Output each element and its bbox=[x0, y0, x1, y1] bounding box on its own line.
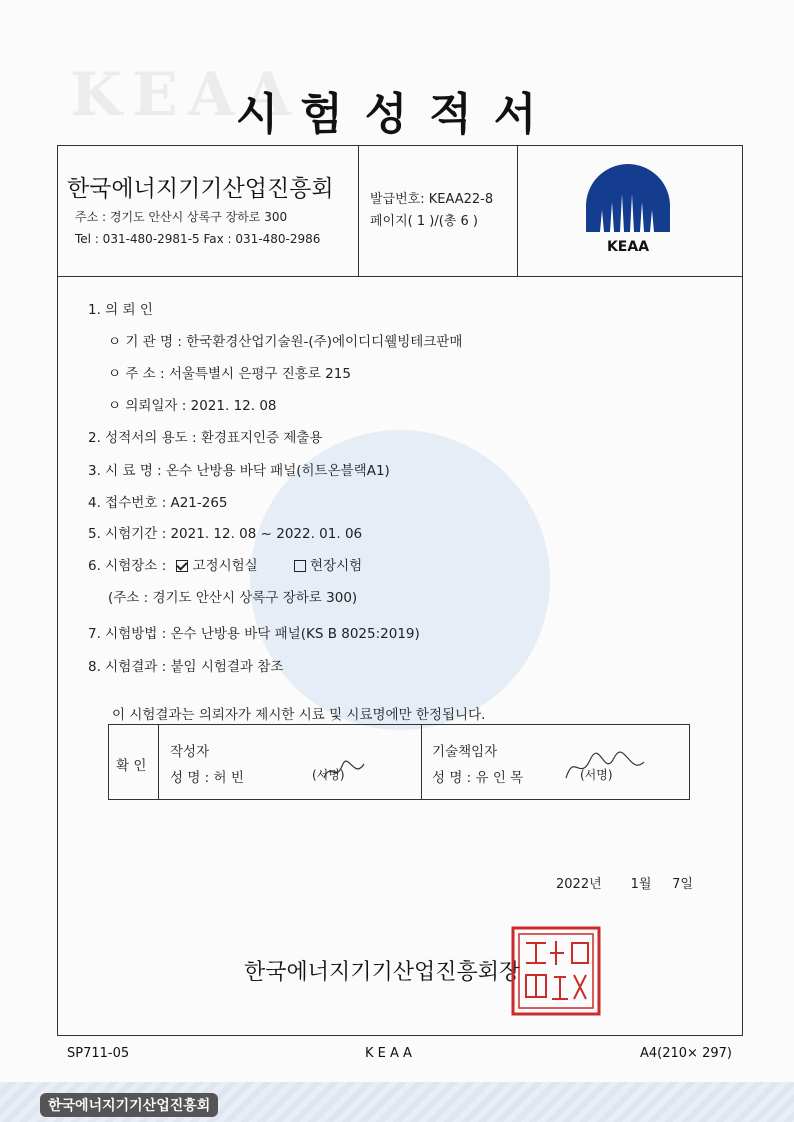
item-institution: ㅇ 기 관 명 : 한국환경산업기술원-(주)에이디디웰빙테크판매 bbox=[108, 334, 463, 350]
item-purpose: 2. 성적서의 용도 : 환경표지인증 제출용 bbox=[88, 430, 323, 446]
field-test-checkbox bbox=[294, 560, 306, 572]
date-year: 2022년 bbox=[556, 877, 602, 892]
writer-name: 성 명 : 허 빈 bbox=[170, 770, 244, 786]
fixed-lab-checkbox bbox=[176, 560, 188, 572]
form-code: SP711-05 bbox=[67, 1046, 130, 1061]
item-test-result: 8. 시험결과 : 붙임 시험결과 참조 bbox=[88, 659, 284, 675]
paper-size: A4(210× 297) bbox=[640, 1046, 732, 1061]
date-day: 7일 bbox=[672, 877, 693, 892]
issue-number: 발급번호: KEAA22-8 bbox=[370, 192, 494, 207]
svg-text:KEAA: KEAA bbox=[606, 239, 650, 255]
organization-name: 한국에너지기기산업진흥회 bbox=[67, 176, 334, 202]
keaa-logo bbox=[580, 158, 676, 258]
item-receipt-number: 4. 접수번호 : A21-265 bbox=[88, 495, 228, 511]
signature-divider-1 bbox=[158, 724, 159, 799]
item-test-address: (주소 : 경기도 안산시 상록구 장하로 300) bbox=[108, 590, 358, 606]
footer-keaa: K E A A bbox=[365, 1046, 412, 1061]
page-number: 페이지( 1 )/(총 6 ) bbox=[370, 214, 478, 229]
item-test-method: 7. 시험방법 : 온수 난방용 바닥 패널(KS B 8025:2019) bbox=[88, 626, 420, 642]
fixed-lab-label: 고정시험실 bbox=[192, 558, 258, 574]
writer-signature: (서명) bbox=[312, 768, 345, 782]
item-sample-name: 3. 시 료 명 : 온수 난방용 바닥 패널(히트온블랙A1) bbox=[88, 463, 390, 479]
tech-manager-name: 성 명 : 유 인 목 bbox=[432, 770, 524, 786]
tech-manager-signature: (서명) bbox=[580, 768, 613, 782]
confirm-label: 확 인 bbox=[116, 758, 147, 774]
date-month: 1월 bbox=[630, 877, 652, 892]
writer-handwritten-signature bbox=[320, 756, 370, 790]
background-watermark-text: KEAA bbox=[70, 60, 301, 130]
header-divider-v1 bbox=[358, 145, 359, 276]
writer-title: 작성자 bbox=[170, 744, 210, 760]
item-request-date: ㅇ 의뢰일자 : 2021. 12. 08 bbox=[108, 398, 277, 414]
security-strip-label: 한국에너지기기산업진흥회 bbox=[40, 1093, 218, 1117]
header-divider bbox=[57, 276, 743, 277]
issue-date bbox=[556, 873, 693, 892]
item-address: ㅇ 주 소 : 서울특별시 은평구 진흥로 215 bbox=[108, 366, 351, 382]
organization-address: 주소 : 경기도 안산시 상록구 장하로 300 bbox=[75, 210, 288, 224]
field-test-label: 현장시험 bbox=[310, 558, 363, 574]
item-requester: 1. 의 뢰 인 bbox=[88, 302, 153, 318]
item-test-period: 5. 시험기간 : 2021. 12. 08 ~ 2022. 01. 06 bbox=[88, 526, 363, 542]
tech-handwritten-signature bbox=[560, 748, 650, 792]
item-test-location bbox=[88, 554, 362, 574]
organization-tel: Tel : 031-480-2981-5 Fax : 031-480-2986 bbox=[75, 232, 321, 246]
signature-divider-2 bbox=[421, 724, 422, 799]
document-title: 시험성적서 bbox=[235, 89, 559, 140]
tech-manager-title: 기술책임자 bbox=[432, 744, 498, 760]
official-seal bbox=[510, 925, 602, 1017]
limitation-note: 이 시험결과는 의뢰자가 제시한 시료 및 시료명에만 한정됩니다. bbox=[112, 707, 486, 723]
header-divider-v2 bbox=[517, 145, 518, 276]
test-location-label: 6. 시험장소 : bbox=[88, 558, 167, 574]
president-signature-line: 한국에너지기기산업진흥회장 bbox=[244, 960, 521, 985]
